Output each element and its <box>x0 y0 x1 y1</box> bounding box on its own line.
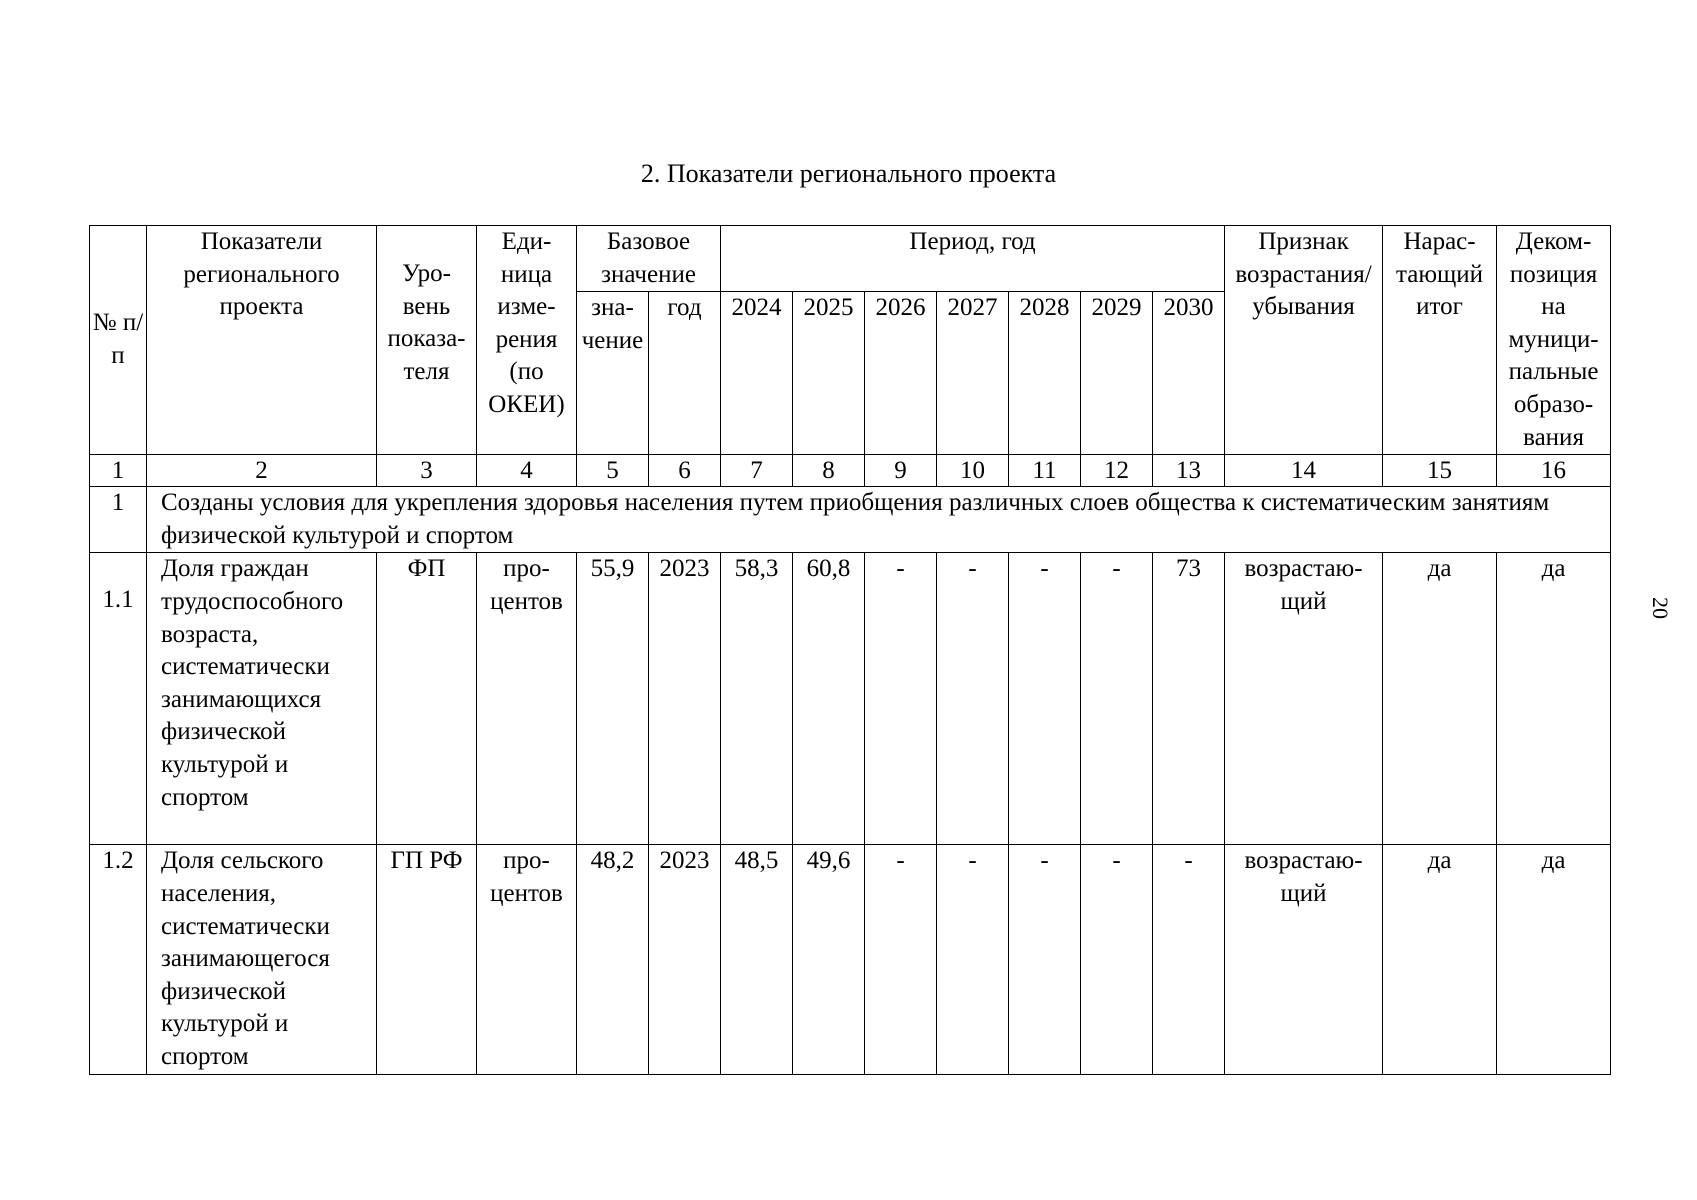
row-year-value: - <box>1009 845 1081 1074</box>
column-number: 5 <box>577 455 649 487</box>
row-name: Доля граждан трудоспособного возраста, систематически занимающихся физической культурой и спортом <box>147 553 377 845</box>
header-year: 2029 <box>1081 292 1153 455</box>
header-cumulative: Нарас-тающий итог <box>1383 226 1497 455</box>
row-year-value: 49,6 <box>793 845 865 1074</box>
row-unit: про-центов <box>477 553 577 845</box>
row-year-value: - <box>937 553 1009 845</box>
column-number: 1 <box>90 455 147 487</box>
row-decomposition: да <box>1497 553 1611 845</box>
page-title: 2. Показатели регионального проекта <box>640 159 1057 188</box>
row-year-value: - <box>865 553 937 845</box>
table-row <box>90 553 1611 845</box>
table-row <box>90 845 1611 1074</box>
column-number: 14 <box>1225 455 1383 487</box>
row-num: 1.2 <box>90 845 147 1074</box>
row-year-value: - <box>1081 553 1153 845</box>
section-row <box>90 487 1611 553</box>
header-year: 2026 <box>865 292 937 455</box>
row-year-value: 48,5 <box>721 845 793 1074</box>
row-year-value: 60,8 <box>793 553 865 845</box>
row-year-value: - <box>1009 553 1081 845</box>
header-level: Уро-вень показа-теля <box>377 226 477 455</box>
column-number: 2 <box>147 455 377 487</box>
row-year-value: 73 <box>1153 553 1225 845</box>
row-cumulative: да <box>1383 553 1497 845</box>
row-trend: возрастаю-щий <box>1225 845 1383 1074</box>
header-indicators: Показатели регионального проекта <box>147 226 377 455</box>
header-year: 2027 <box>937 292 1009 455</box>
row-trend: возрастаю-щий <box>1225 553 1383 845</box>
row-decomposition: да <box>1497 845 1611 1074</box>
header-num: № п/п <box>90 226 147 455</box>
header-decomposition: Деком-позиция на муници-пальные образо-вания <box>1497 226 1611 455</box>
row-cumulative: да <box>1383 845 1497 1074</box>
column-number: 10 <box>937 455 1009 487</box>
row-level: ФП <box>377 553 477 845</box>
header-base-value: Базовое значение <box>577 226 721 292</box>
column-number: 13 <box>1153 455 1225 487</box>
header-trend: Признак возрастания/ убывания <box>1225 226 1383 455</box>
column-numbers-row <box>90 455 1611 487</box>
row-year-value: 58,3 <box>721 553 793 845</box>
row-base-year: 2023 <box>649 553 721 845</box>
row-year-value: - <box>1081 845 1153 1074</box>
column-number: 8 <box>793 455 865 487</box>
row-base-value: 48,2 <box>577 845 649 1074</box>
header-period: Период, год <box>721 226 1225 292</box>
section-num: 1 <box>90 487 147 553</box>
row-num: 1.1 <box>90 553 147 845</box>
column-number: 9 <box>865 455 937 487</box>
header-base-val: зна-чение <box>577 292 649 455</box>
header-year: 2024 <box>721 292 793 455</box>
column-number: 12 <box>1081 455 1153 487</box>
column-number: 4 <box>477 455 577 487</box>
header-year: 2025 <box>793 292 865 455</box>
row-base-value: 55,9 <box>577 553 649 845</box>
row-name: Доля сельского населения, систематически занимающегося физической культурой и спортом <box>147 845 377 1074</box>
column-number: 3 <box>377 455 477 487</box>
header-year: 2030 <box>1153 292 1225 455</box>
header-row-top <box>90 226 1611 292</box>
page-number: 20 <box>1648 597 1673 619</box>
header-base-year: год <box>649 292 721 455</box>
row-base-year: 2023 <box>649 845 721 1074</box>
column-number: 15 <box>1383 455 1497 487</box>
row-year-value: - <box>865 845 937 1074</box>
column-number: 6 <box>649 455 721 487</box>
indicators-table <box>89 225 1611 1075</box>
section-text: Созданы условия для укрепления здоровья населения путем приобщения различных слоев общества к систематическим занятиям физической культурой и спортом <box>147 487 1611 553</box>
row-year-value: - <box>1153 845 1225 1074</box>
row-unit: про-центов <box>477 845 577 1074</box>
header-year: 2028 <box>1009 292 1081 455</box>
header-unit: Еди-ница изме-рения (по ОКЕИ) <box>477 226 577 455</box>
column-number: 16 <box>1497 455 1611 487</box>
row-level: ГП РФ <box>377 845 477 1074</box>
column-number: 7 <box>721 455 793 487</box>
column-number: 11 <box>1009 455 1081 487</box>
row-year-value: - <box>937 845 1009 1074</box>
